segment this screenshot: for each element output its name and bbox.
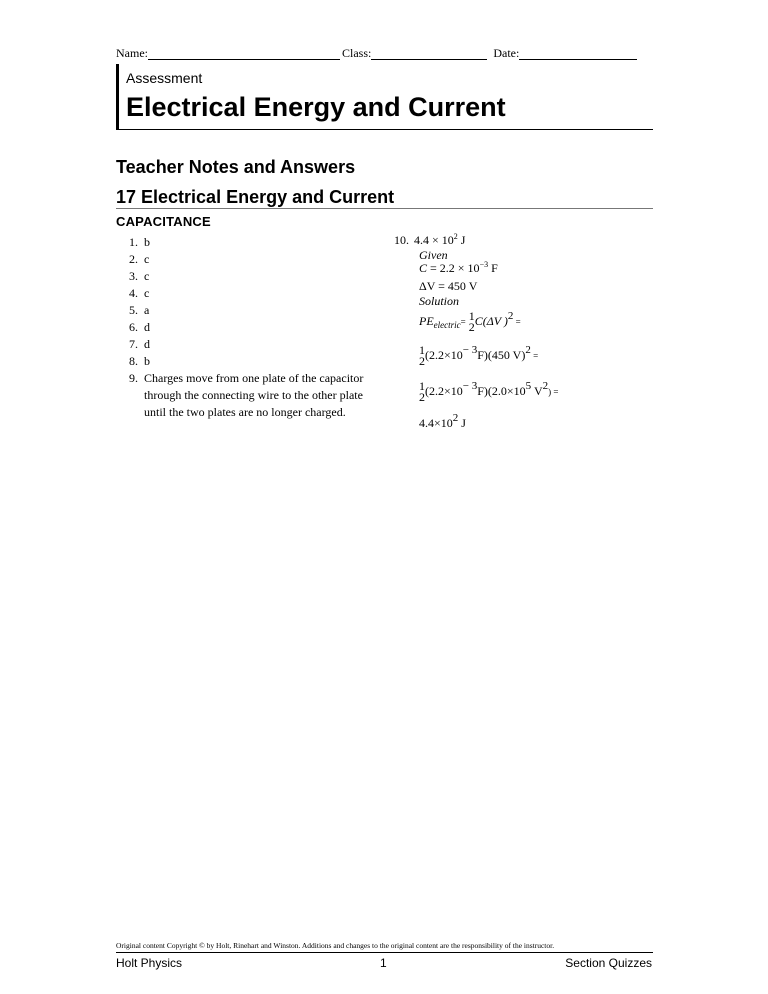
- list-item: [116, 251, 376, 268]
- date-label: Date:: [493, 46, 520, 60]
- item-number: 1.: [129, 235, 138, 249]
- voltage-value: ΔV = 450 V: [419, 279, 478, 293]
- result-exp: 2: [452, 412, 459, 424]
- equation-3: [419, 381, 558, 403]
- c-value: = 2.2 × 10: [427, 261, 480, 275]
- eq2-end: =: [530, 350, 539, 361]
- eq2-exp2: 2: [525, 343, 531, 356]
- equals-sign: =: [460, 316, 466, 327]
- eq3-exp2: 5: [525, 379, 532, 392]
- teacher-notes-heading: Teacher Notes and Answers: [116, 157, 356, 177]
- name-field[interactable]: [148, 46, 340, 60]
- final-result: [419, 412, 466, 431]
- item-answer: b: [144, 354, 150, 368]
- item-number: 8.: [129, 354, 138, 368]
- item-number: 7.: [129, 337, 138, 351]
- c-unit: F: [488, 261, 498, 275]
- c-exp: −3: [479, 260, 489, 269]
- chapter-heading: 17 Electrical Energy and Current: [116, 187, 395, 207]
- name-label: Name:: [116, 46, 148, 60]
- date-field[interactable]: [519, 46, 637, 60]
- footer-book-title: Holt Physics: [116, 956, 183, 970]
- item-number: 4.: [129, 286, 138, 300]
- item-answer: c: [144, 252, 150, 266]
- numerator: 1: [419, 379, 425, 393]
- equation-1: [419, 311, 521, 333]
- list-item: [116, 370, 376, 421]
- capacitance-value: [419, 261, 498, 276]
- result-base: 4.4×10: [419, 416, 453, 430]
- assessment-kicker: Assessment: [126, 70, 203, 86]
- chapter-rule: [116, 208, 653, 209]
- result-unit: J: [458, 416, 466, 430]
- q10-answer-exp: 2: [453, 232, 458, 241]
- list-item: [116, 234, 376, 251]
- numerator: 1: [419, 343, 425, 357]
- eq3-exp3: 2: [542, 379, 549, 392]
- answer-list: [116, 234, 376, 421]
- item-answer: c: [144, 286, 150, 300]
- title-rule: [116, 129, 653, 130]
- class-label: Class:: [342, 46, 372, 60]
- numerator: 1: [468, 309, 475, 323]
- list-item: [116, 336, 376, 353]
- q10-answer-line: [394, 233, 465, 248]
- given-label: Given: [419, 248, 448, 262]
- section-heading: CAPACITANCE: [116, 214, 211, 229]
- eq3-part-a: (2.2×10: [425, 383, 463, 398]
- footer-section: Section Quizzes: [565, 956, 652, 970]
- item-answer: b: [144, 235, 150, 249]
- item-number: 3.: [129, 269, 138, 283]
- eq3-part-c: V: [531, 383, 543, 398]
- item-answer: c: [144, 269, 150, 283]
- eq1-rhs: C(ΔV ): [474, 313, 508, 328]
- q10-answer-unit: J: [457, 233, 466, 247]
- eq3-exp1: − 3: [462, 379, 478, 392]
- pe-symbol: PE: [419, 313, 434, 328]
- item-answer: d: [144, 320, 150, 334]
- denominator: 2: [419, 390, 425, 404]
- eq1-exp: 2: [507, 309, 514, 322]
- q10-answer-base: 4.4 × 10: [414, 233, 454, 247]
- eq2-exp1: − 3: [462, 343, 478, 356]
- page-title: Electrical Energy and Current: [126, 92, 506, 122]
- class-field[interactable]: [371, 46, 487, 60]
- item-answer: d: [144, 337, 150, 351]
- list-item: [116, 285, 376, 302]
- list-item: [116, 353, 376, 370]
- copyright-notice: Original content Copyright © by Holt, Rinehart and Winston. Additions and changes to the original content are the responsibility of the instructor.: [116, 941, 555, 950]
- item-number: 6.: [129, 320, 138, 334]
- q10-answer: [414, 233, 465, 247]
- eq2-part-b: F)(450 V): [477, 347, 526, 362]
- list-item: [116, 268, 376, 285]
- denominator: 2: [419, 354, 425, 368]
- item-number: 2.: [129, 252, 138, 266]
- item-answer: a: [144, 303, 150, 317]
- eq3-end: ) =: [548, 386, 559, 397]
- list-item: [116, 319, 376, 336]
- footer-rule: [116, 952, 653, 953]
- item-number: 5.: [129, 303, 138, 317]
- list-item: [116, 302, 376, 319]
- eq1-end: =: [513, 316, 521, 327]
- student-info-header: [116, 46, 652, 61]
- q10-number: 10.: [394, 233, 409, 247]
- denominator: 2: [468, 320, 475, 334]
- eq3-part-b: F)(2.0×10: [477, 383, 526, 398]
- solution-label: Solution: [419, 294, 460, 308]
- pe-subscript: electric: [433, 320, 461, 331]
- page-number: 1: [380, 956, 387, 970]
- eq2-part-a: (2.2×10: [425, 347, 463, 362]
- item-number: 9.: [129, 371, 138, 385]
- c-symbol: C: [419, 261, 428, 275]
- title-bar-accent: [116, 64, 119, 130]
- item-answer: Charges move from one plate of the capacitor through the connecting wire to the other plate until the two plates are no longer charged.: [144, 371, 364, 419]
- equation-2: [419, 345, 538, 367]
